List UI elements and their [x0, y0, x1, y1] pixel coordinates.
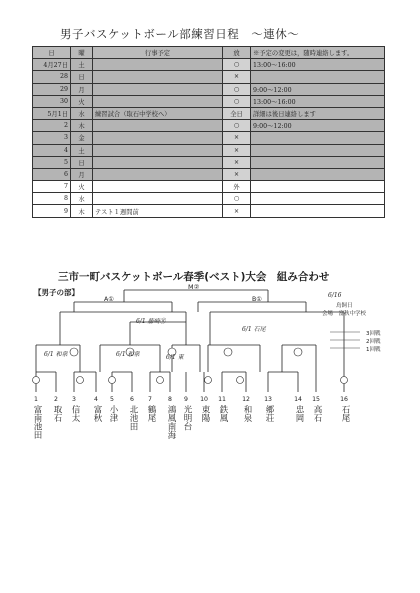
cell-date: 9 [33, 205, 71, 217]
cell-mark: × [223, 168, 251, 180]
cell-dow: 火 [71, 181, 93, 193]
team-number: 2 [54, 396, 58, 403]
cell-dow: 土 [71, 59, 93, 71]
team-name: 郷荘 [264, 405, 274, 422]
team-number: 1 [34, 396, 38, 403]
team-number: 7 [148, 396, 152, 403]
cell-date: 5 [33, 156, 71, 168]
cell-date: 7 [33, 181, 71, 193]
cell-mark: ○ [223, 83, 251, 95]
cell-event: テスト１週間前 [93, 205, 223, 217]
team-name: 信太 [70, 405, 80, 422]
cell-date: 8 [33, 193, 71, 205]
cell-mark: × [223, 156, 251, 168]
cell-dow: 日 [71, 156, 93, 168]
team-number: 11 [218, 396, 226, 403]
team-name: 忠岡 [294, 405, 304, 422]
team-number: 8 [168, 396, 172, 403]
cell-dow: 月 [71, 83, 93, 95]
legend-round3: 3回戦 [366, 331, 381, 337]
team-number: 12 [242, 396, 250, 403]
team-number: 5 [110, 396, 114, 403]
cell-dow: 木 [71, 205, 93, 217]
cell-date: 2 [33, 120, 71, 132]
cell-mark: ○ [223, 193, 251, 205]
cell-mark: × [223, 144, 251, 156]
semifinal-a-label: A① [104, 296, 114, 303]
cell-date: 29 [33, 83, 71, 95]
cell-dow: 月 [71, 168, 93, 180]
team-number: 9 [184, 396, 188, 403]
cell-dow: 水 [71, 107, 93, 119]
venue-line-2: 会場 富秋中学校 [322, 311, 367, 317]
cell-date: 28 [33, 71, 71, 83]
team-name: 取石 [52, 405, 62, 422]
team-number: 15 [312, 396, 320, 403]
header-note: ※予定の変更は，随時連絡します。 [251, 47, 385, 59]
cell-dow: 火 [71, 95, 93, 107]
legend-round1: 1回戦 [366, 347, 381, 353]
team-number: 10 [200, 396, 208, 403]
cell-mark: × [223, 71, 251, 83]
handwritten-note-right: 6/1 石尾 [242, 326, 266, 333]
cell-note: 詳細は後日連絡します [251, 107, 385, 119]
team-name: 鶴尾 [146, 405, 156, 422]
handwritten-small-1: 6/1 和泉 [44, 351, 68, 358]
team-number: 13 [264, 396, 272, 403]
tournament-title: 三市一町バスケットボール春季(ベスト)大会 組み合わせ [58, 271, 330, 283]
handwritten-note-left: 6/1 藤崎⑧ [136, 318, 166, 325]
team-name: 東陽 [200, 405, 210, 422]
cell-mark: ○ [223, 120, 251, 132]
team-number: 16 [340, 396, 348, 403]
team-name: 鉄風 [218, 405, 228, 422]
cell-note: 13:00～16:00 [251, 59, 385, 71]
cell-date: 6 [33, 168, 71, 180]
header-dow: 曜 [71, 47, 93, 59]
cell-dow: 木 [71, 120, 93, 132]
cell-mark: × [223, 205, 251, 217]
team-name: 高石 [312, 405, 322, 422]
final-label: M② [188, 283, 200, 291]
team-name: 石尾 [340, 405, 350, 422]
cell-mark: ○ [223, 59, 251, 71]
team-name: 富南池田 [32, 405, 42, 439]
cell-dow: 水 [71, 193, 93, 205]
team-name: 小津 [108, 405, 118, 422]
team-number: 14 [294, 396, 302, 403]
team-name: 和泉 [242, 405, 252, 422]
team-name: 富秋 [92, 405, 102, 422]
cell-date: 3 [33, 132, 71, 144]
team-name: 鴻風南海 [166, 405, 176, 439]
header-event: 行事予定 [93, 47, 223, 59]
section-label: 【男子の部】 [34, 288, 79, 297]
handwritten-small-3: 6/1 東 [166, 354, 184, 361]
team-number: 4 [94, 396, 98, 403]
cell-note: 13:00～16:00 [251, 95, 385, 107]
cell-mark: 全日 [223, 107, 251, 119]
cell-mark: × [223, 132, 251, 144]
team-name: 光明台 [182, 405, 192, 431]
cell-note: 9:00～12:00 [251, 120, 385, 132]
schedule-title: 男子バスケットボール部練習日程 ～連休～ [60, 27, 300, 41]
cell-mark: ○ [223, 95, 251, 107]
handwritten-date: 6/16 [328, 292, 342, 299]
cell-mark: 外 [223, 181, 251, 193]
semifinal-b-label: B① [252, 296, 262, 303]
team-number: 3 [72, 396, 76, 403]
cell-date: 4月27日 [33, 59, 71, 71]
cell-dow: 日 [71, 71, 93, 83]
team-name: 北池田 [128, 405, 138, 431]
cell-dow: 土 [71, 144, 93, 156]
cell-note: 9:00～12:00 [251, 83, 385, 95]
cell-date: 30 [33, 95, 71, 107]
header-date: 日 [33, 47, 71, 59]
legend-round2: 2回戦 [366, 339, 381, 345]
team-number: 6 [130, 396, 134, 403]
handwritten-small-2: 6/1 和泉 [116, 351, 140, 358]
cell-dow: 金 [71, 132, 93, 144]
header-mark: 放 [223, 47, 251, 59]
venue-line-1: 鳥飼日 [336, 303, 353, 309]
cell-event: 練習試合（取石中学校へ） [93, 107, 223, 119]
cell-date: 5月1日 [33, 107, 71, 119]
cell-date: 4 [33, 144, 71, 156]
